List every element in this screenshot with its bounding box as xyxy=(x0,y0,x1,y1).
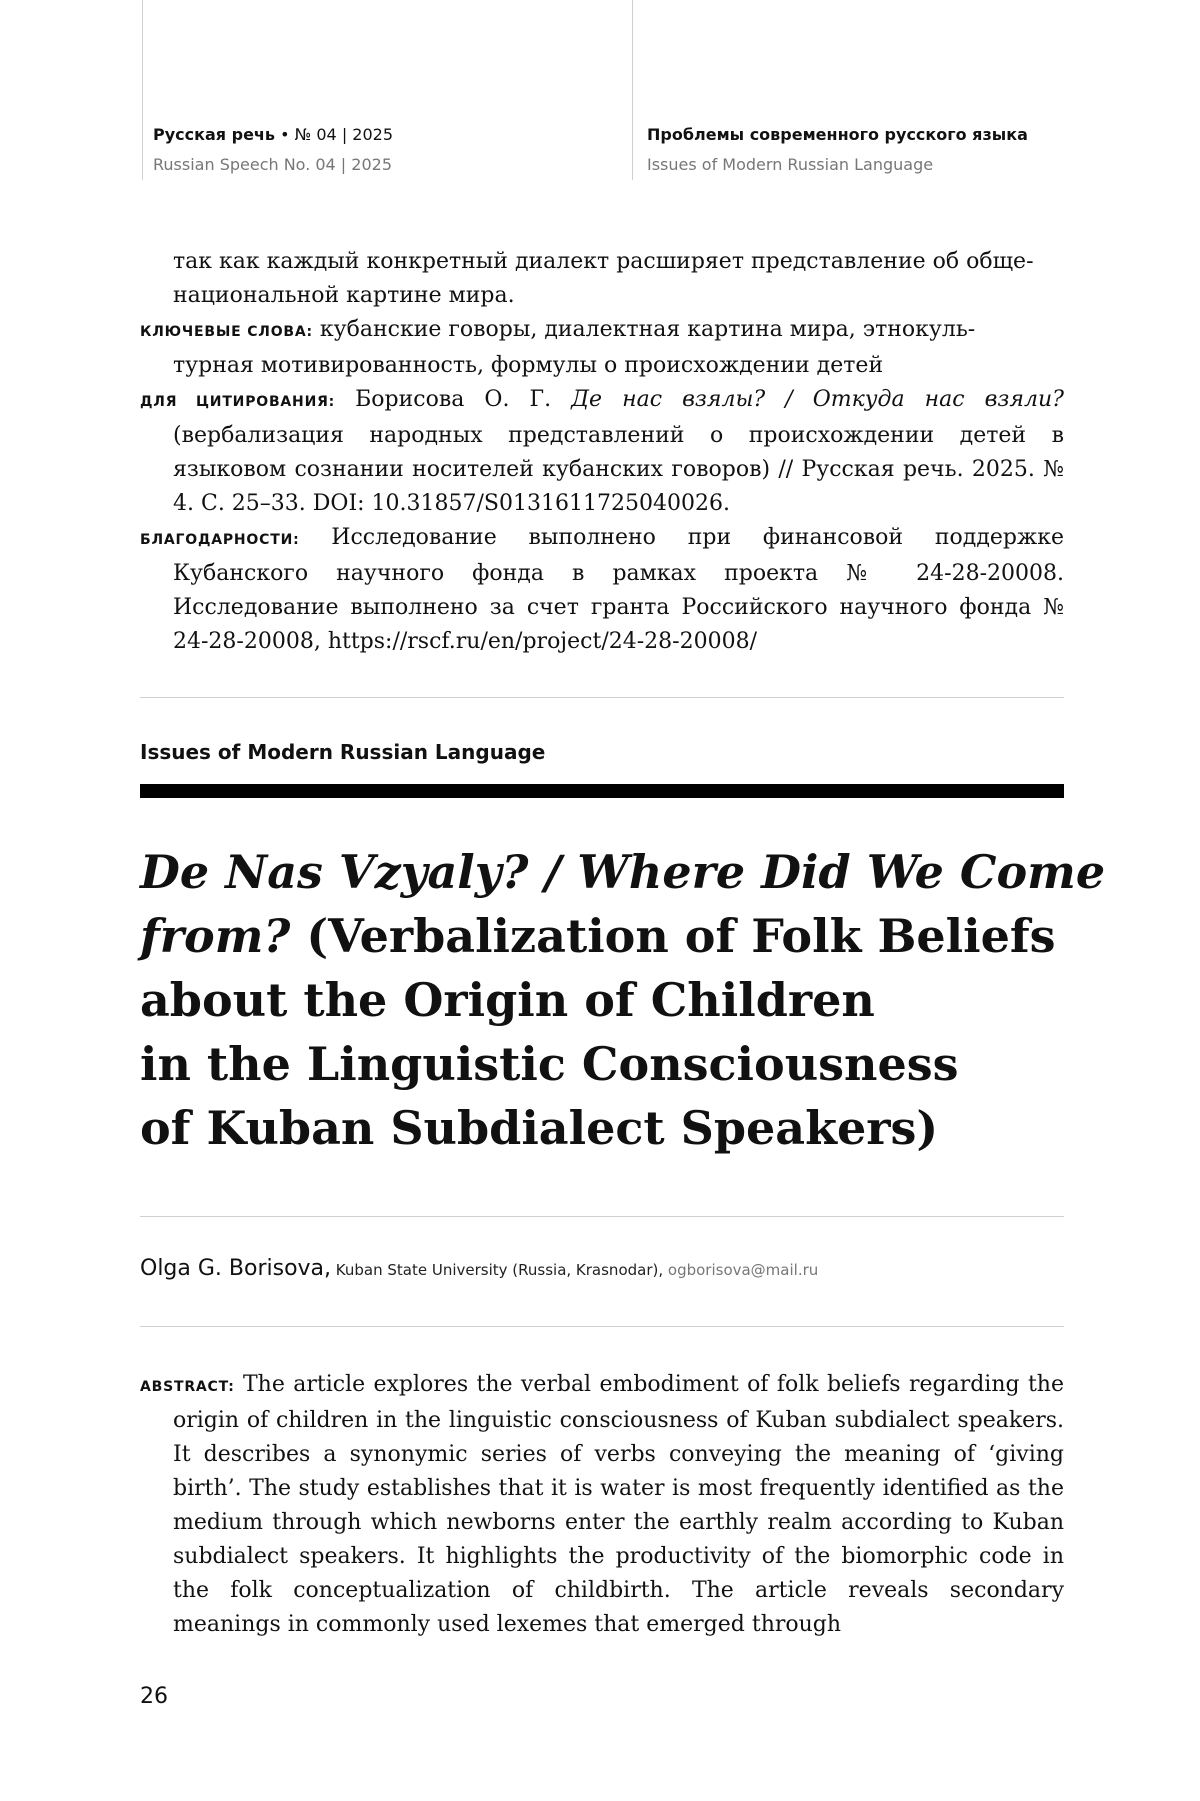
running-header-right xyxy=(647,124,1028,176)
article-title: De Nas Vzyaly? / Where Did We Come from? (Verbalization of Folk Beliefs about the Origin of Children in the Linguistic Consciousness of Kuban Subdialect Speakers) xyxy=(140,845,1106,1155)
citation-label: ДЛЯ ЦИТИРОВАНИЯ: xyxy=(140,394,336,410)
abstract-en xyxy=(140,1368,1064,1642)
page-number: 26 xyxy=(140,1684,168,1709)
divider-rule xyxy=(140,697,1064,698)
section-name-en: Issues of Modern Russian Language xyxy=(647,155,934,174)
abstract-label: ABSTRACT: xyxy=(140,1379,235,1395)
journal-name-en: Russian Speech No. 04 | 2025 xyxy=(153,155,392,174)
author-email-link[interactable]: ogborisova@mail.ru xyxy=(667,1261,819,1279)
abstract-ru-tail: так как каждый конкретный диалект расширяет представление об обще- национальной картине мира. xyxy=(173,249,1034,308)
title-rule-bottom xyxy=(140,1216,1064,1217)
header-divider-center xyxy=(632,0,633,180)
header-divider-left xyxy=(142,0,143,180)
keywords-ru: КЛЮЧЕВЫЕ СЛОВА: кубанские говоры, диалектная картина мира, этнокуль- турная мотивированность, формулы о происхождении детей xyxy=(140,317,976,378)
acknowledgments-ru: БЛАГОДАРНОСТИ: Исследование выполнено при финансовой поддержке Кубанского научного фонда в рамках проекта № 24-28-20008. Исследование выполнено за счет гранта Российского научного фонда № 24-28-20008, https://rscf.ru/en/project/24-28-20008/ xyxy=(140,525,1064,654)
journal-name-ru: Русская речь • № 04 | 2025 xyxy=(153,125,394,144)
section-label: Issues of Modern Russian Language xyxy=(140,740,546,764)
russian-metadata xyxy=(140,245,1064,659)
abstract-text: ABSTRACT: The article explores the verbal embodiment of folk beliefs regarding the origin of children in the linguistic consciousness of Kuban subdialect speakers. It describes a synonymic series of verbs conveying the meaning of ‘giving birth’. The study establishes that it is water is most frequently identified as the medium through which newborns enter the earthly realm according to Kuban subdialect speakers. It highlights the productivity of the biomorphic code in the folk conceptualization of childbirth. The article reveals secondary meanings in commonly used lexemes that emerged through xyxy=(140,1372,1064,1637)
acknowledgments-label: БЛАГОДАРНОСТИ: xyxy=(140,532,300,548)
author-line xyxy=(140,1256,818,1281)
section-name-ru: Проблемы современного русского языка xyxy=(647,125,1028,144)
author-rule xyxy=(140,1326,1064,1327)
running-header-left xyxy=(153,124,393,176)
section-bar xyxy=(140,784,1064,798)
keywords-label: КЛЮЧЕВЫЕ СЛОВА: xyxy=(140,324,313,340)
citation-ru: ДЛЯ ЦИТИРОВАНИЯ: Борисова О. Г. Де нас взялы? / Откуда нас взяли? (вербализация народных представлений о происхождении детей в языковом сознании носителей кубанских говоров) // Русская речь. 2025. № 4. С. 25–33. DOI: 10.31857/S0131611725040026. xyxy=(140,387,1064,516)
author-name: Olga G. Borisova, xyxy=(140,1256,332,1281)
author-affiliation: Kuban State University (Russia, Krasnodar), xyxy=(331,1261,668,1279)
